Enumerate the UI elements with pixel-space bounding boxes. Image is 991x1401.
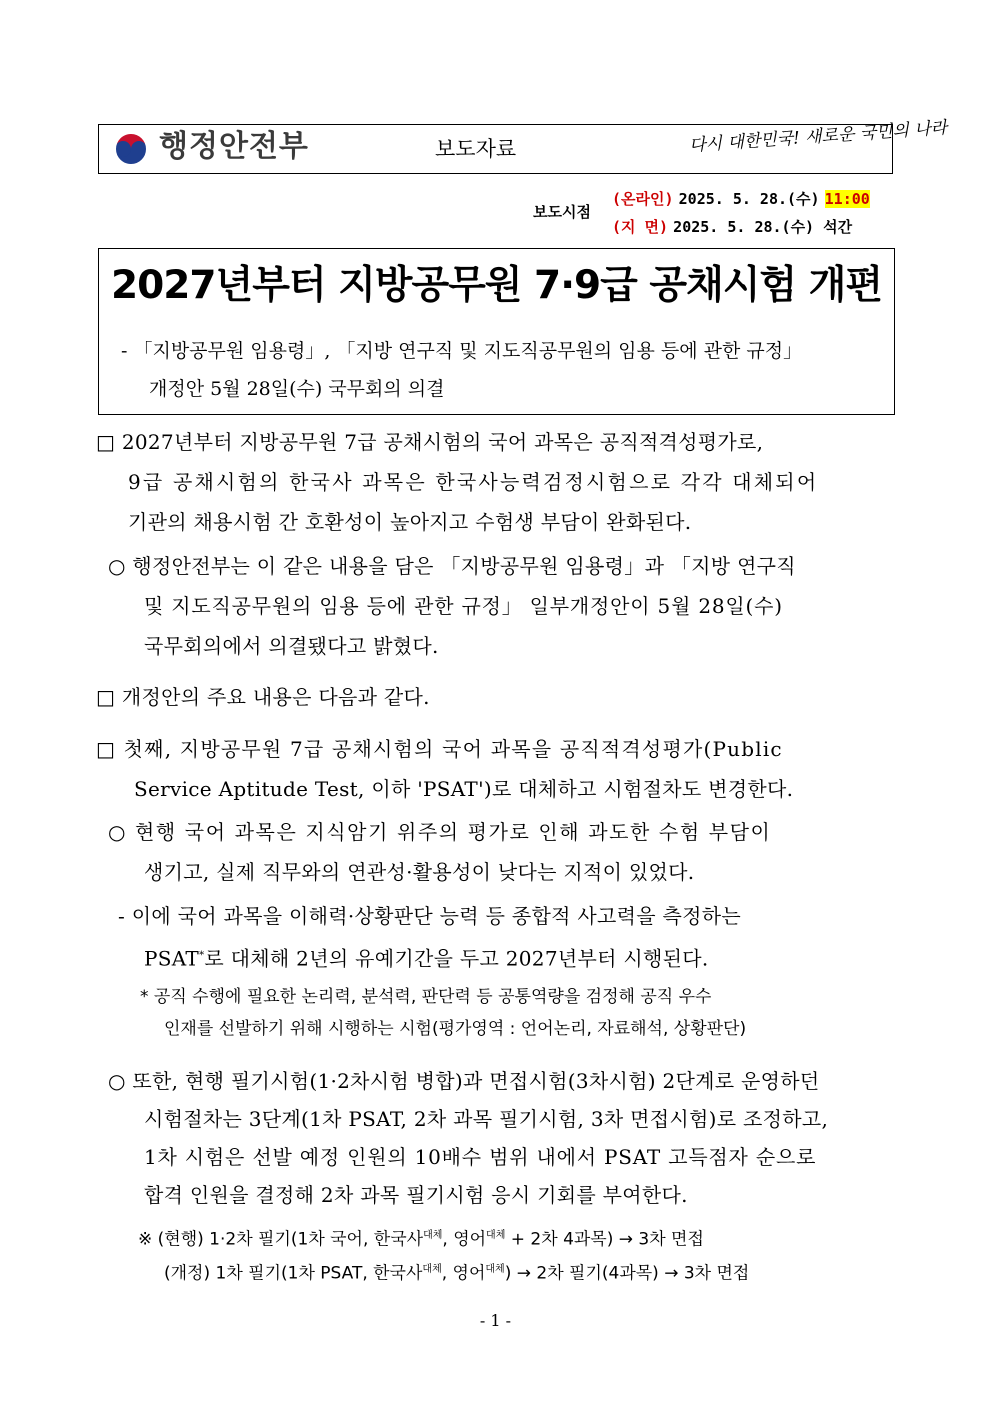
- note-sup: 대체: [485, 1264, 505, 1275]
- note-sup: 대체: [422, 1264, 442, 1275]
- title-box: [98, 248, 895, 415]
- body-line: 1차 시험은 선발 예정 인원의 10배수 범위 내에서 PSAT 고득점자 순으로: [144, 1145, 817, 1169]
- release-time-label: 보도시점: [533, 203, 591, 221]
- paper-tag: (지 면): [612, 218, 669, 236]
- note-text: ) → 2차 필기(4과목) → 3차 면접: [504, 1263, 750, 1284]
- page-number: - 1 -: [479, 1311, 512, 1330]
- body-line: □ 개정안의 주요 내용은 다음과 같다.: [96, 685, 430, 709]
- footnote-mark: *: [199, 950, 205, 961]
- subtitle-line: - 「지방공무원 임용령」, 「지방 연구직 및 지도직공무원의 임용 등에 관한 규정」: [121, 340, 803, 362]
- footnote-line: 인재를 선발하기 위해 시행하는 시험(평가영역 : 언어논리, 자료해석, 상황판단): [164, 1019, 747, 1039]
- body-line: Service Aptitude Test, 이하 'PSAT')로 대체하고 시험절차도 변경한다.: [134, 777, 794, 801]
- note-text: , 영어: [442, 1229, 487, 1250]
- note-line-current: [138, 1224, 704, 1252]
- body-line: - 이에 국어 과목을 이해력·상황판단 능력 등 종합적 사고력을 측정하는: [118, 904, 741, 928]
- psat-text: PSAT: [144, 946, 200, 971]
- release-time-paper: [612, 216, 852, 237]
- slogan: 다시 대한민국! 새로운 국민의 나라: [688, 118, 948, 156]
- body-line: [144, 942, 709, 973]
- paper-date: 2025. 5. 28.(수) 석간: [673, 218, 853, 236]
- body-line: 기관의 채용시험 간 호환성이 높아지고 수험생 부담이 완화된다.: [128, 510, 692, 534]
- body-line: 시험절차는 3단계(1차 PSAT, 2차 과목 필기시험, 3차 면접시험)로 조정하고,: [144, 1107, 829, 1131]
- subtitle-line: 개정안 5월 28일(수) 국무회의 의결: [149, 378, 445, 400]
- ministry-name: 행정안전부: [159, 129, 309, 164]
- footnote-line: * 공직 수행에 필요한 논리력, 분석력, 판단력 등 공통역량을 검정해 공직 우수: [140, 987, 712, 1007]
- page-title: 2027년부터 지방공무원 7·9급 공채시험 개편: [110, 263, 883, 308]
- note-text: + 2차 4과목) → 3차 면접: [505, 1229, 704, 1250]
- note-text: , 영어: [441, 1263, 486, 1284]
- body-line: ○ 현행 국어 과목은 지식암기 위주의 평가로 인해 과도한 수험 부담이: [108, 820, 772, 844]
- body-line: 국무회의에서 의결됐다고 밝혔다.: [144, 634, 439, 658]
- body-line: 9급 공채시험의 한국사 과목은 한국사능력검정시험으로 각각 대체되어: [128, 470, 819, 494]
- body-line: □ 첫째, 지방공무원 7급 공채시험의 국어 과목을 공직적격성평가(Public: [96, 737, 783, 761]
- body-line-rest: 로 대체해 2년의 유예기간을 두고 2027년부터 시행된다.: [204, 946, 709, 971]
- online-time: 11:00: [824, 190, 870, 208]
- note-sup: 대체: [486, 1230, 506, 1241]
- body-line: 생기고, 실제 직무와의 연관성·활용성이 낮다는 지적이 있었다.: [144, 860, 695, 884]
- note-sup: 대체: [423, 1230, 443, 1241]
- note-line-revised: [164, 1258, 749, 1286]
- online-tag: (온라인): [612, 190, 674, 208]
- header-box: [98, 118, 948, 174]
- body-line: 합격 인원을 결정해 2차 과목 필기시험 응시 기회를 부여한다.: [144, 1183, 688, 1207]
- release-time-online: [612, 188, 870, 209]
- note-text: ※ (현행) 1·2차 필기(1차 국어, 한국사: [138, 1229, 424, 1250]
- body-line: ○ 행정안전부는 이 같은 내용을 담은 「지방공무원 임용령」과 「지방 연구직: [108, 554, 796, 578]
- government-emblem-icon: [111, 131, 151, 167]
- body-line: 및 지도직공무원의 임용 등에 관한 규정」 일부개정안이 5월 28일(수): [144, 594, 783, 618]
- online-date: 2025. 5. 28.(수): [678, 190, 820, 208]
- press-release-label: 보도자료: [435, 137, 517, 161]
- note-text: (개정) 1차 필기(1차 PSAT, 한국사: [164, 1263, 423, 1284]
- body-line: □ 2027년부터 지방공무원 7급 공채시험의 국어 과목은 공직적격성평가로,: [96, 430, 764, 454]
- body-line: ○ 또한, 현행 필기시험(1·2차시험 병합)과 면접시험(3차시험) 2단계로 운영하던: [108, 1069, 820, 1093]
